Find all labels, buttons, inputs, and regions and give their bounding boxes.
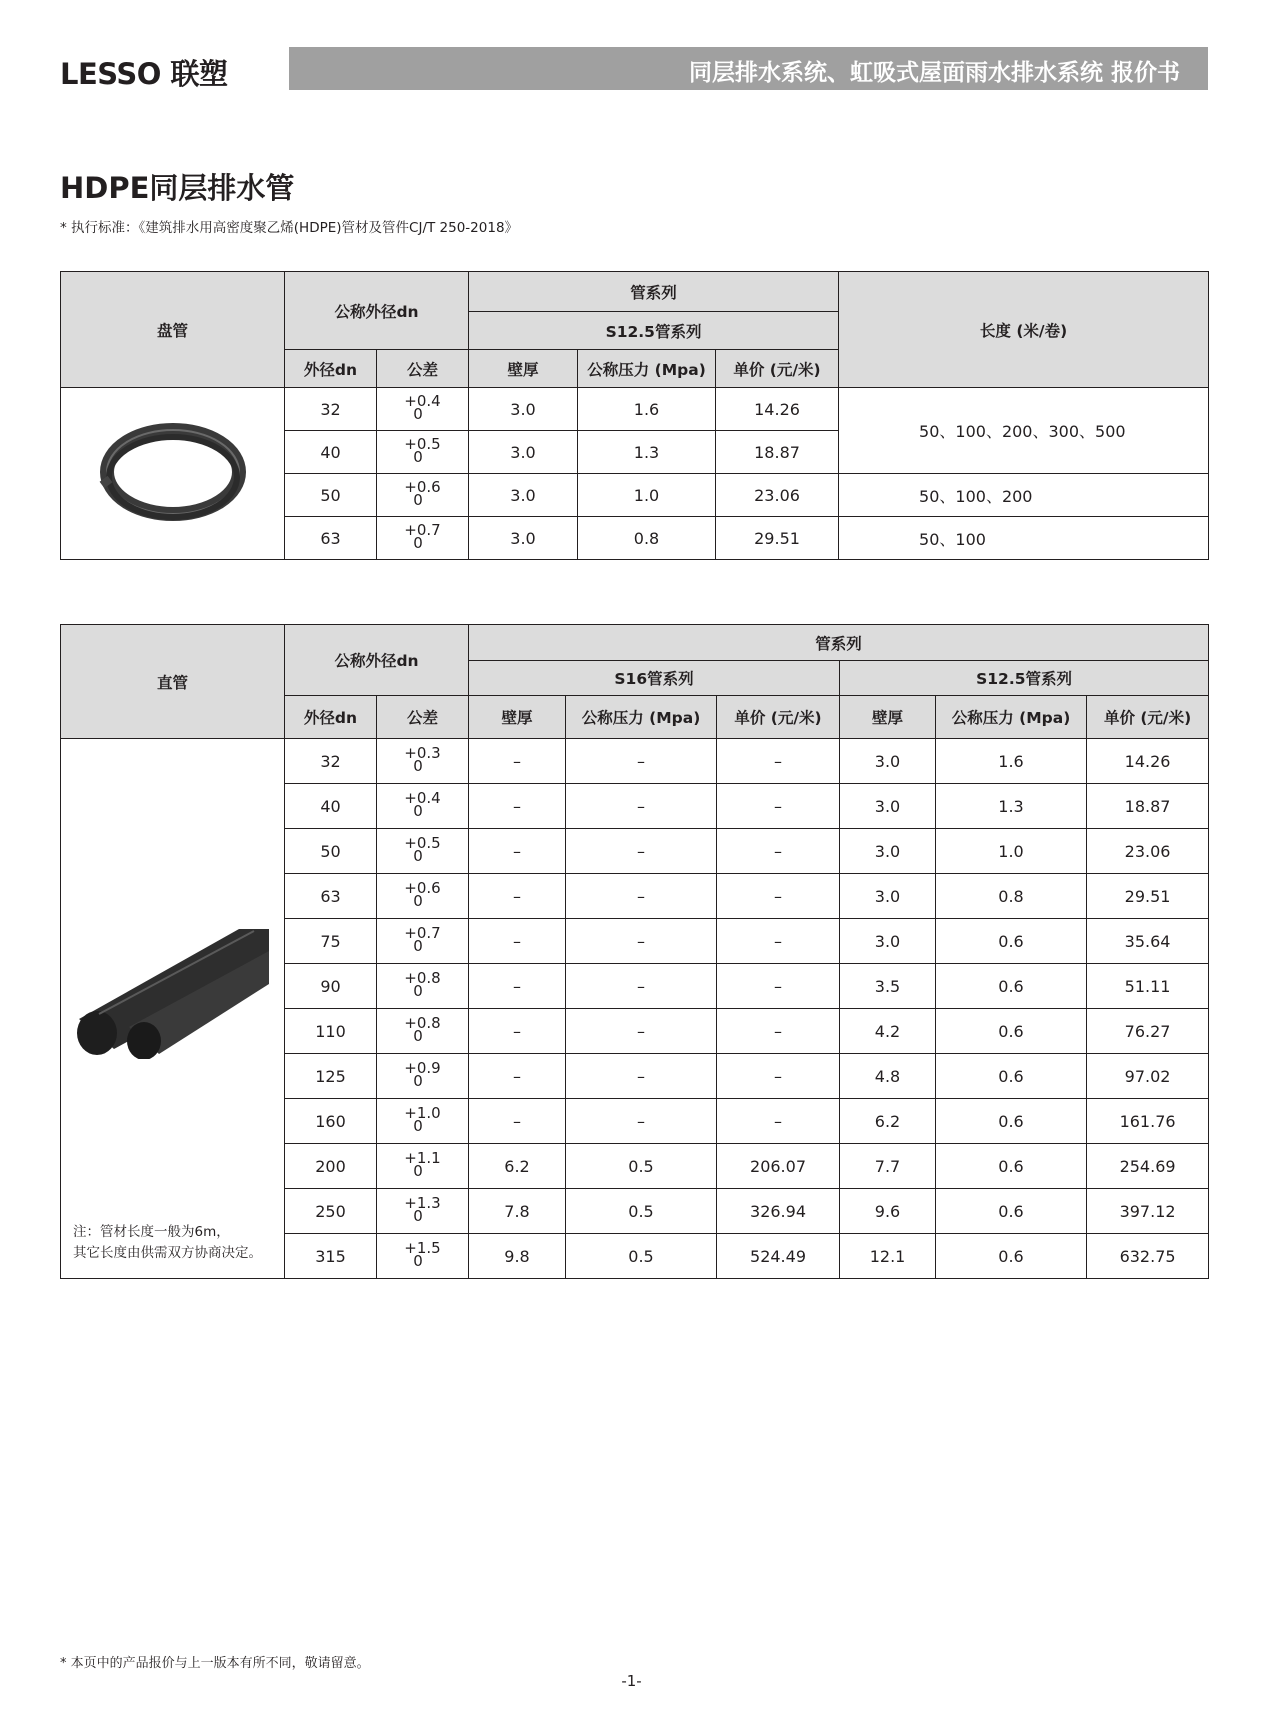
tolerance-cell [377,829,469,874]
s16-wall-cell: – [469,874,566,919]
coil-pipe-table [60,271,1209,560]
s16-pressure-cell: 0.5 [566,1144,717,1189]
tolerance-cell [377,474,469,517]
s125-wall-cell: 7.7 [840,1144,936,1189]
header-s125-pressure: 公称压力 (Mpa) [936,696,1087,739]
price-cell: 23.06 [716,474,839,517]
s125-wall-cell: 3.0 [840,874,936,919]
header-od: 外径dn [285,350,377,388]
length-cell: 50、100、200 [839,474,1209,517]
wall-cell: 3.0 [469,431,578,474]
tolerance-plus: +0.9 [404,1059,441,1077]
tolerance-minus: 0 [413,802,423,820]
s16-pressure-cell: – [566,964,717,1009]
tolerance-minus: 0 [413,1252,423,1270]
s16-pressure-cell: – [566,919,717,964]
header-bar [289,47,1208,90]
tolerance-cell [377,874,469,919]
header-series-s12-5: S12.5管系列 [840,661,1209,696]
s125-wall-cell: 3.0 [840,919,936,964]
tolerance-plus: +0.5 [404,435,441,453]
tolerance-minus: 0 [413,1027,423,1045]
header-s125-price: 单价 (元/米) [1087,696,1209,739]
tolerance-cell [377,1189,469,1234]
s125-price-cell: 51.11 [1087,964,1209,1009]
s125-wall-cell: 3.0 [840,739,936,784]
s16-price-cell: 326.94 [717,1189,840,1234]
s125-wall-cell: 3.5 [840,964,936,1009]
tolerance-plus: +0.5 [404,834,441,852]
tolerance-minus: 0 [413,1162,423,1180]
straight-pipe-icon [69,909,269,1059]
tolerance-plus: +0.8 [404,969,441,987]
s125-pressure-cell: 1.3 [936,784,1087,829]
header-s16-pressure: 公称压力 (Mpa) [566,696,717,739]
s125-price-cell: 161.76 [1087,1099,1209,1144]
s16-wall-cell: – [469,1054,566,1099]
tolerance-minus: 0 [413,1207,423,1225]
s125-wall-cell: 4.8 [840,1054,936,1099]
header-pipe-series: 管系列 [469,625,1209,661]
s16-wall-cell: – [469,829,566,874]
tolerance-cell [377,388,469,431]
tolerance-plus: +1.1 [404,1149,441,1167]
s16-price-cell: – [717,829,840,874]
s16-wall-cell: 9.8 [469,1234,566,1279]
tolerance-value [404,744,441,775]
header-price: 单价 (元/米) [716,350,839,388]
tolerance-value [404,1149,441,1180]
od-cell: 50 [285,474,377,517]
s16-wall-cell: – [469,1099,566,1144]
s125-pressure-cell: 0.6 [936,1054,1087,1099]
s16-pressure-cell: 0.5 [566,1234,717,1279]
tolerance-minus: 0 [413,937,423,955]
wall-cell: 3.0 [469,474,578,517]
s16-pressure-cell: – [566,874,717,919]
header-nominal-od: 公称外径dn [285,272,469,350]
s16-pressure-cell: – [566,784,717,829]
length-note [73,1222,262,1264]
s16-price-cell: 206.07 [717,1144,840,1189]
tolerance-value [404,969,441,1000]
s16-pressure-cell: – [566,739,717,784]
tolerance-cell [377,431,469,474]
s125-price-cell: 29.51 [1087,874,1209,919]
pressure-cell: 0.8 [578,517,716,560]
s16-wall-cell: – [469,1009,566,1054]
tolerance-minus: 0 [413,1117,423,1135]
tolerance-cell [377,1009,469,1054]
tolerance-cell [377,739,469,784]
s16-price-cell: 524.49 [717,1234,840,1279]
tolerance-plus: +0.4 [404,789,441,807]
tolerance-value [404,392,441,423]
s125-price-cell: 254.69 [1087,1144,1209,1189]
s125-price-cell: 23.06 [1087,829,1209,874]
s16-wall-cell: – [469,739,566,784]
od-cell: 75 [285,919,377,964]
s125-pressure-cell: 0.6 [936,1189,1087,1234]
tolerance-plus: +0.4 [404,392,441,410]
s125-wall-cell: 3.0 [840,784,936,829]
price-cell: 18.87 [716,431,839,474]
header-series-s16: S16管系列 [469,661,840,696]
tolerance-plus: +1.0 [404,1104,441,1122]
tolerance-plus: +0.7 [404,924,441,942]
s16-pressure-cell: – [566,1054,717,1099]
s16-wall-cell: – [469,964,566,1009]
header-length: 长度 (米/卷) [839,272,1209,388]
header-product: 直管 [61,625,285,739]
s125-price-cell: 18.87 [1087,784,1209,829]
s16-wall-cell: 6.2 [469,1144,566,1189]
pressure-cell: 1.6 [578,388,716,431]
header-s16-price: 单价 (元/米) [717,696,840,739]
s125-price-cell: 35.64 [1087,919,1209,964]
table-row [61,388,1209,431]
company-logo: LESSO 联塑 [60,57,228,91]
s125-pressure-cell: 1.6 [936,739,1087,784]
s16-price-cell: – [717,1009,840,1054]
s125-pressure-cell: 0.6 [936,964,1087,1009]
tolerance-value [404,1104,441,1135]
tolerance-value [404,789,441,820]
s125-wall-cell: 9.6 [840,1189,936,1234]
od-cell: 63 [285,874,377,919]
tolerance-minus: 0 [413,757,423,775]
tolerance-cell [377,1099,469,1144]
s16-price-cell: – [717,1054,840,1099]
s125-pressure-cell: 0.6 [936,1099,1087,1144]
coiled-pipe-image [61,388,285,560]
s125-price-cell: 97.02 [1087,1054,1209,1099]
od-cell: 40 [285,784,377,829]
header-nominal-od: 公称外径dn [285,625,469,696]
s16-price-cell: – [717,739,840,784]
s125-wall-cell: 12.1 [840,1234,936,1279]
footer-note: * 本页中的产品报价与上一版本有所不同，敬请留意。 [60,1656,370,1671]
tolerance-plus: +0.8 [404,1014,441,1032]
od-cell: 90 [285,964,377,1009]
s16-pressure-cell: 0.5 [566,1189,717,1234]
tolerance-minus: 0 [413,892,423,910]
s125-wall-cell: 4.2 [840,1009,936,1054]
header-tolerance: 公差 [377,350,469,388]
note-line-2: 其它长度由供需双方协商决定。 [73,1245,262,1261]
tolerance-cell [377,964,469,1009]
s16-price-cell: – [717,964,840,1009]
od-cell: 315 [285,1234,377,1279]
s16-pressure-cell: – [566,1099,717,1144]
s125-wall-cell: 6.2 [840,1099,936,1144]
tolerance-minus: 0 [413,982,423,1000]
header-od: 外径dn [285,696,377,739]
tolerance-cell [377,784,469,829]
tolerance-value [404,1239,441,1270]
header-s16-wall: 壁厚 [469,696,566,739]
od-cell: 125 [285,1054,377,1099]
tolerance-minus: 0 [413,1072,423,1090]
tolerance-cell [377,1144,469,1189]
s16-pressure-cell: – [566,1009,717,1054]
header-product: 盘管 [61,272,285,388]
s125-price-cell: 76.27 [1087,1009,1209,1054]
pressure-cell: 1.0 [578,474,716,517]
tolerance-value [404,1194,441,1225]
wall-cell: 3.0 [469,517,578,560]
straight-pipe-image [61,739,285,1279]
tolerance-cell [377,919,469,964]
s16-price-cell: – [717,784,840,829]
tolerance-value [404,834,441,865]
price-cell: 29.51 [716,517,839,560]
wall-cell: 3.0 [469,388,578,431]
od-cell: 32 [285,739,377,784]
tolerance-plus: +1.3 [404,1194,441,1212]
s16-price-cell: – [717,1099,840,1144]
table-row [61,739,1209,784]
od-cell: 200 [285,1144,377,1189]
tolerance-plus: +0.3 [404,744,441,762]
s125-pressure-cell: 0.6 [936,919,1087,964]
header-s125-wall: 壁厚 [840,696,936,739]
od-cell: 50 [285,829,377,874]
s125-pressure-cell: 0.6 [936,1144,1087,1189]
tolerance-value [404,435,441,466]
tolerance-plus: +1.5 [404,1239,441,1257]
header-tolerance: 公差 [377,696,469,739]
tolerance-plus: +0.7 [404,521,441,539]
tolerance-value [404,924,441,955]
od-cell: 40 [285,431,377,474]
tolerance-cell [377,517,469,560]
s16-wall-cell: 7.8 [469,1189,566,1234]
tolerance-value [404,1059,441,1090]
page-title: HDPE同层排水管 [60,171,295,205]
tolerance-plus: +0.6 [404,879,441,897]
tolerance-cell [377,1234,469,1279]
s125-price-cell: 397.12 [1087,1189,1209,1234]
od-cell: 250 [285,1189,377,1234]
coiled-pipe-icon [98,417,248,527]
od-cell: 160 [285,1099,377,1144]
tolerance-minus: 0 [413,448,423,466]
header-series-s12-5: S12.5管系列 [469,312,839,350]
tolerance-value [404,478,441,509]
price-cell: 14.26 [716,388,839,431]
tolerance-value [404,879,441,910]
s125-pressure-cell: 0.6 [936,1234,1087,1279]
straight-pipe-table [60,624,1209,1279]
s16-price-cell: – [717,874,840,919]
length-cell: 50、100、200、300、500 [839,388,1209,474]
s16-wall-cell: – [469,784,566,829]
od-cell: 63 [285,517,377,560]
tolerance-cell [377,1054,469,1099]
page-number: -1- [621,1672,642,1690]
od-cell: 32 [285,388,377,431]
tolerance-minus: 0 [413,491,423,509]
tolerance-minus: 0 [413,405,423,423]
od-cell: 110 [285,1009,377,1054]
tolerance-minus: 0 [413,847,423,865]
tolerance-value [404,1014,441,1045]
s125-wall-cell: 3.0 [840,829,936,874]
tolerance-plus: +0.6 [404,478,441,496]
pressure-cell: 1.3 [578,431,716,474]
s125-price-cell: 632.75 [1087,1234,1209,1279]
header-wall: 壁厚 [469,350,578,388]
s16-price-cell: – [717,919,840,964]
s125-pressure-cell: 0.8 [936,874,1087,919]
document-title: 同层排水系统、虹吸式屋面雨水排水系统 报价书 [688,60,1180,86]
s125-pressure-cell: 1.0 [936,829,1087,874]
header-pressure: 公称压力 (Mpa) [578,350,716,388]
note-line-1: 注：管材长度一般为6m， [73,1224,230,1240]
tolerance-minus: 0 [413,534,423,552]
length-cell: 50、100 [839,517,1209,560]
s125-price-cell: 14.26 [1087,739,1209,784]
s16-wall-cell: – [469,919,566,964]
s16-pressure-cell: – [566,829,717,874]
s125-pressure-cell: 0.6 [936,1009,1087,1054]
header-pipe-series: 管系列 [469,272,839,312]
standard-reference: * 执行标准：《建筑排水用高密度聚乙烯(HDPE)管材及管件CJ/T 250-2018》 [60,220,519,236]
tolerance-value [404,521,441,552]
